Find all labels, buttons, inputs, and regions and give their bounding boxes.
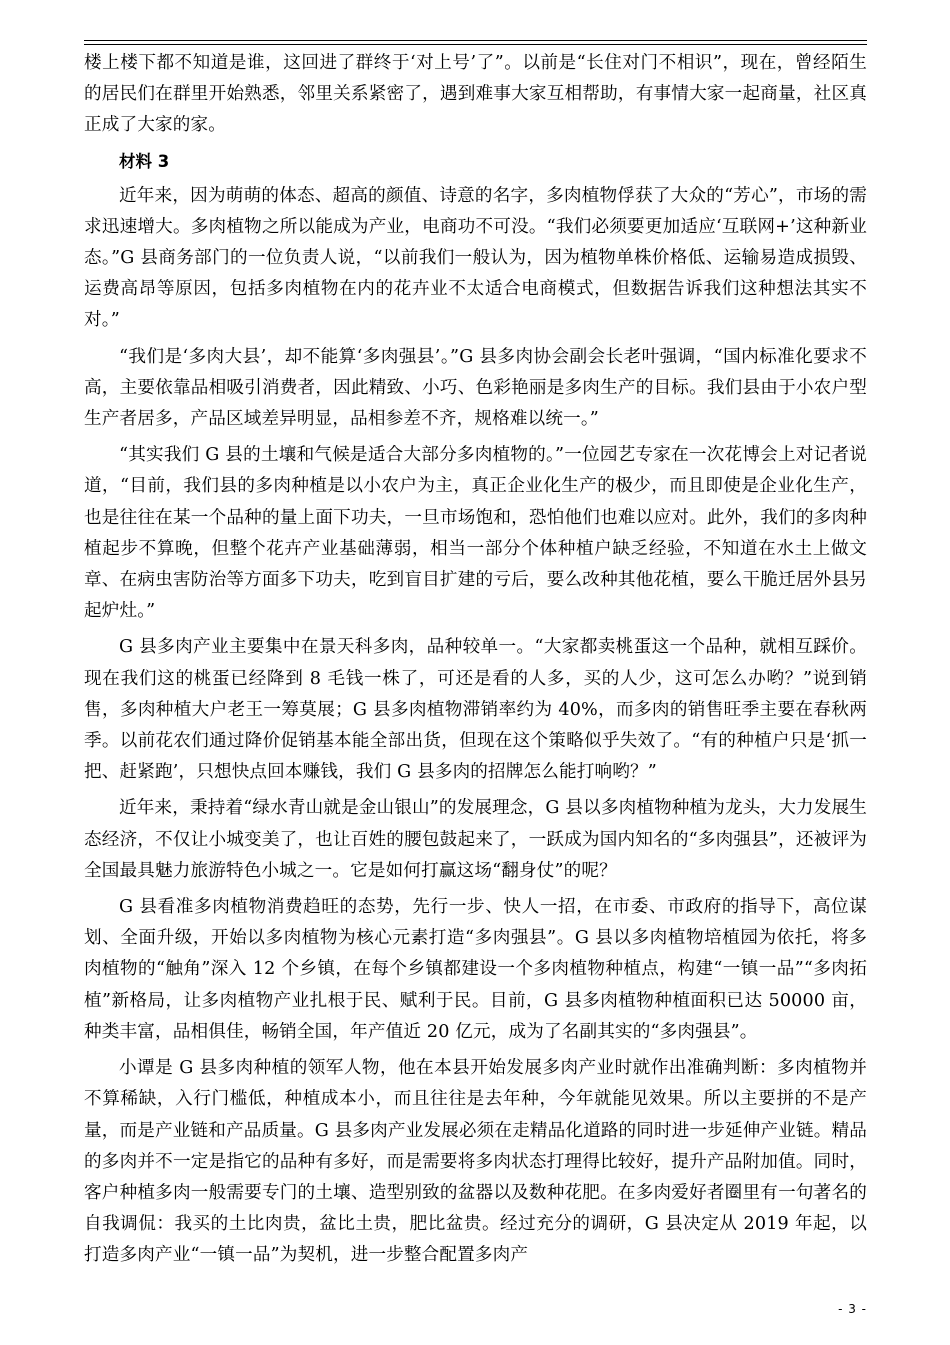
paragraph: “我们是‘多肉大县’，却不能算‘多肉强县’。”G 县多肉协会副会长老叶强调，“国内标准化要求不高，主要依靠品相吸引消费者，因此精致、小巧、色彩艳丽是多肉生产的目标。我们县由于小农户型生产者居多，产品区域差异明显，品相参差不齐，规格难以统一。” xyxy=(84,346,867,430)
document-page xyxy=(84,0,867,1345)
paragraph: G 县看准多肉植物消费趋旺的态势，先行一步、快人一招，在市委、市政府的指导下，高位谋划、全面升级，开始以多肉植物为核心元素打造“多肉强县”。G 县以多肉植物培植园为依托，将多肉植物的“触角”深入 12 个乡镇，在每个乡镇都建设一个多肉植物种植点，构建“一镇一品”“多肉拓植”新格局，让多肉植物产业扎根于民、赋利于民。目前，G 县多肉植物种植面积已达 50000 亩，种类丰富，品相俱佳，畅销全国，年产值近 20 亿元，成为了名副其实的“多肉强县”。 xyxy=(84,897,867,1042)
paragraph: G 县多肉产业主要集中在景天科多肉，品种较单一。“大家都卖桃蛋这一个品种，就相互踩价。现在我们这的桃蛋已经降到 8 毛钱一株了，可还是看的人多，买的人少，这可怎么办哟？”说到销售，多肉种植大户老王一筹莫展；G 县多肉植物滞销率约为 40%，而多肉的销售旺季主要在春秋两季。以前花农们通过降价促销基本能全部出货，但现在这个策略似乎失效了。“有的种植户只是‘抓一把、赶紧跑’，只想快点回本赚钱，我们 G 县多肉的招牌怎么能打响哟？” xyxy=(84,637,867,783)
paragraph: 近年来，因为萌萌的体态、超高的颜值、诗意的名字，多肉植物俘获了大众的“芳心”，市场的需求迅速增大。多肉植物之所以能成为产业，电商功不可没。“我们必须要更加适应‘互联网+’这种新业态。”G 县商务部门的一位负责人说，“以前我们一般认为，因为植物单株价格低、运输易造成损毁、运费高昂等原因，包括多肉植物在内的花卉业不太适合电商模式，但数据告诉我们这种想法其实不对。” xyxy=(84,185,867,331)
paragraph: 近年来，秉持着“绿水青山就是金山银山”的发展理念，G 县以多肉植物种植为龙头，大力发展生态经济，不仅让小城变美了，也让百姓的腰包鼓起来了，一跃成为国内知名的“多肉强县”，还被评为全国最具魅力旅游特色小城之一。它是如何打赢这场“翻身仗”的呢？ xyxy=(84,798,867,881)
header-rule-thin xyxy=(84,44,867,45)
page-number: - 3 - xyxy=(838,1302,867,1316)
document-body xyxy=(84,48,867,1277)
section-heading: 材料 3 xyxy=(119,151,170,171)
paragraph: 小谭是 G 县多肉种植的领军人物，他在本县开始发展多肉产业时就作出准确判断：多肉植物并不算稀缺，入行门槛低，种植成本小，而且往往是去年种，今年就能见效果。所以主要拼的不是产量，而是产业链和产品质量。G 县多肉产业发展必须在走精品化道路的同时进一步延伸产业链。精品的多肉并不一定是指它的品种有多好，而是需要将多肉状态打理得比较好，提升产品附加值。同时，客户种植多肉一般需要专门的土壤、造型别致的盆器以及数种花肥。在多肉爱好者圈里有一句著名的自我调侃：我买的土比肉贵，盆比土贵，肥比盆贵。经过充分的调研，G 县决定从 2019 年起，以打造多肉产业“一镇一品”为契机，进一步整合配置多肉产 xyxy=(84,1058,867,1266)
paragraph-continued: 楼上楼下都不知道是谁，这回进了群终于‘对上号’了”。以前是“长住对门不相识”，现在，曾经陌生的居民们在群里开始熟悉，邻里关系紧密了，遇到难事大家互相帮助，有事情大家一起商量，社区真正成了大家的家。 xyxy=(84,53,867,136)
paragraph: “其实我们 G 县的土壤和气候是适合大部分多肉植物的。”一位园艺专家在一次花博会上对记者说道，“目前，我们县的多肉种植是以小农户为主，真正企业化生产的极少，而且即使是企业化生产，也是往往在某一个品种的量上面下功夫，一旦市场饱和，恐怕他们也难以应对。此外，我们的多肉种植起步不算晚，但整个花卉产业基础薄弱，相当一部分个体种植户缺乏经验，不知道在水土上做文章、在病虫害防治等方面多下功夫，吃到盲目扩建的亏后，要么改种其他花植，要么干脆迁居外县另起炉灶。” xyxy=(84,445,867,622)
header-rule xyxy=(84,40,867,41)
